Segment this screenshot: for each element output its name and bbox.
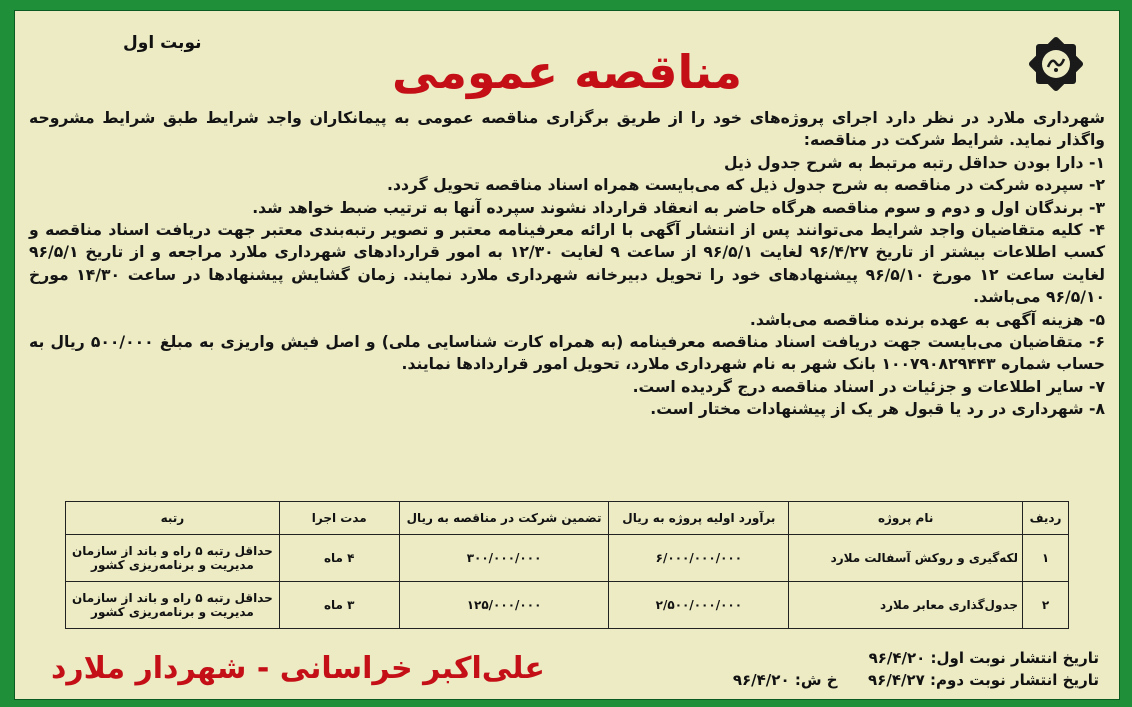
condition-item: ۴- کلیه متقاضیان واجد شرایط می‌توانند پس از انتشار آگهی با ارائه معرفینامه معتبر و تصویر رتبه‌بندی معتبر جهت دریافت اسناد مناقصه و کسب اطلاعات بیشتر از تاریخ ۹۶/۴/۲۷ لغایت ۹۶/۵/۱ از ساعت ۹ لغایت ۱۲/۳۰ به امور قراردادهای شهرداری ملارد مراجعه و از تاریخ ۹۶/۵/۱ لغایت ساعت ۱۲ مورخ ۹۶/۵/۱۰ پیشنهادهای خود را تحویل دبیرخانه شهرداری ملارد نمایند. زمان گشایش پیشنهادها در ساعت ۱۴/۳۰ مورخ ۹۶/۵/۱۰ می‌باشد. xyxy=(29,221,1106,307)
second-pub-label: تاریخ انتشار نوبت دوم: xyxy=(930,671,1099,689)
estimate-cell: ۶/۰۰۰/۰۰۰/۰۰۰ xyxy=(609,535,789,582)
kh-sh-label: خ ش: xyxy=(794,671,838,689)
tender-notice xyxy=(14,10,1120,700)
col-deposit-header: تضمین شرکت در مناقصه به ریال xyxy=(399,502,609,535)
project-name-cell: جدول‌گذاری معابر ملارد xyxy=(789,582,1023,629)
round-label: نوبت اول xyxy=(123,33,202,53)
second-pub-date: ۹۶/۴/۲۷ xyxy=(868,671,925,689)
table-row xyxy=(66,535,1069,582)
publication-dates xyxy=(733,647,1099,691)
table-row xyxy=(66,582,1069,629)
project-name-cell: لکه‌گیری و روکش آسفالت ملارد xyxy=(789,535,1023,582)
grade-cell: حداقل رتبه ۵ راه و باند از سازمان مدیریت و برنامه‌ریزی کشور xyxy=(66,535,280,582)
second-publication-line xyxy=(733,669,1099,691)
condition-item: ۲- سپرده شرکت در مناقصه به شرح جدول ذیل که می‌بایست همراه اسناد مناقصه تحویل گردد. xyxy=(387,176,1105,195)
col-project-header: نام پروژه xyxy=(789,502,1023,535)
condition-item: ۵- هزینه آگهی به عهده برنده مناقصه می‌باشد. xyxy=(749,310,1105,329)
duration-cell: ۳ ماه xyxy=(279,582,399,629)
condition-item: ۳- برندگان اول و دوم و سوم مناقصه هرگاه حاضر به انعقاد قرارداد نشوند سپرده آنها به ترتیب ضبط خواهد شد. xyxy=(252,198,1105,217)
first-pub-date: ۹۶/۴/۲۰ xyxy=(868,649,926,667)
col-grade-header: رتبه xyxy=(66,502,280,535)
duration-cell: ۴ ماه xyxy=(279,535,399,582)
condition-item: ۱- دارا بودن حداقل رتبه مرتبط به شرح جدول ذیل xyxy=(724,153,1105,172)
notice-body xyxy=(29,107,1105,421)
grade-cell: حداقل رتبه ۵ راه و باند از سازمان مدیریت و برنامه‌ریزی کشور xyxy=(66,582,280,629)
mayor-signature: علی‌اکبر خراسانی - شهردار ملارد xyxy=(51,651,545,686)
condition-item: ۶- متقاضیان می‌بایست جهت دریافت اسناد مناقصه معرفینامه (به همراه کارت شناسایی ملی) و اصل فیش واریزی به مبلغ ۵۰۰/۰۰۰ ریال به حساب شماره ۱۰۰۷۹۰۸۲۹۴۴۳ بانک شهر به نام شهرداری ملارد، تحویل امور قراردادها نمایند. xyxy=(29,333,1105,374)
condition-item: ۸- شهرداری در رد یا قبول هر یک از پیشنهادات مختار است. xyxy=(650,400,1105,419)
deposit-cell: ۱۲۵/۰۰۰/۰۰۰ xyxy=(399,582,609,629)
table-header-row xyxy=(66,502,1069,535)
first-publication-line xyxy=(733,647,1099,669)
kh-sh-value: ۹۶/۴/۲۰ xyxy=(732,671,790,689)
estimate-cell: ۲/۵۰۰/۰۰۰/۰۰۰ xyxy=(609,582,789,629)
row-no-cell: ۱ xyxy=(1023,535,1069,582)
col-estimate-header: برآورد اولیه پروژه به ریال xyxy=(609,502,789,535)
condition-item: ۷- سایر اطلاعات و جزئیات در اسناد مناقصه درج گردیده است. xyxy=(632,377,1105,396)
first-pub-label: تاریخ انتشار نوبت اول: xyxy=(930,649,1099,667)
intro-paragraph: شهرداری ملارد در نظر دارد اجرای پروژه‌های خود را از طریق برگزاری مناقصه عمومی به پیمانکاران واجد شرایط طبق شرایط مشروحه واگذار نماید. شرایط شرکت در مناقصه: xyxy=(29,109,1105,150)
col-duration-header: مدت اجرا xyxy=(279,502,399,535)
row-no-cell: ۲ xyxy=(1023,582,1069,629)
col-row-no-header: ردیف xyxy=(1023,502,1069,535)
deposit-cell: ۳۰۰/۰۰۰/۰۰۰ xyxy=(399,535,609,582)
notice-title: مناقصه عمومی xyxy=(391,45,742,99)
projects-table xyxy=(65,501,1069,629)
